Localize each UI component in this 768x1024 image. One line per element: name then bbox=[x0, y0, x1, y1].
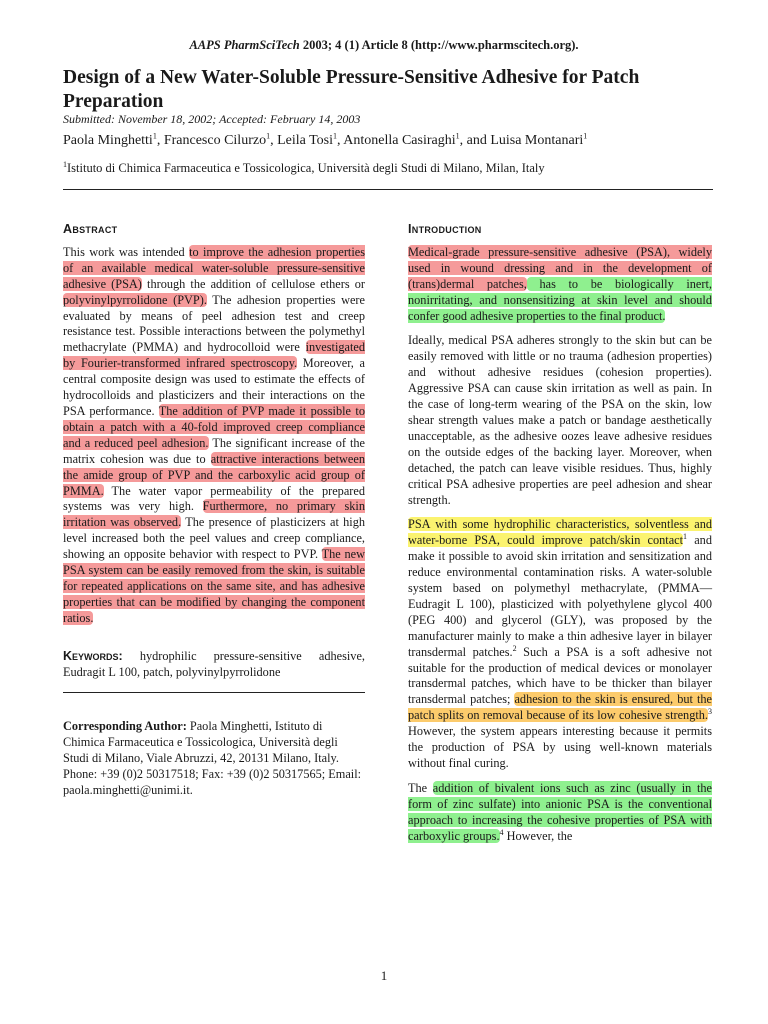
abstract-body bbox=[63, 245, 365, 627]
highlight-green: has to be biologically inert, nonirritating, and nonsensitizing at skin level and should confer good adhesive properties to the final product. bbox=[408, 276, 712, 323]
abstract-heading: Abstract bbox=[63, 222, 118, 236]
corresponding-author-label: Corresponding Author: bbox=[63, 719, 187, 734]
journal-reference: 2003; 4 (1) Article 8 (http://www.pharmscitech.org). bbox=[299, 38, 579, 52]
author-separator: , bbox=[337, 133, 344, 148]
corresponding-author-text: Paola Minghetti, Istituto di Chimica Farmaceutica e Tossicologica, Università degli Studi di Milano, Viale Abruzzi, 42, 20131 Milano, Italy. Phone: +39 (0)2 50317518; Fax: +39 (0)2 50317565; Email: paola.minghetti@unimi.it. bbox=[63, 719, 362, 798]
header-divider bbox=[63, 189, 713, 190]
author-name: Paola Minghetti bbox=[63, 133, 153, 148]
text-run: This work was intended bbox=[63, 244, 190, 259]
highlight-red: The new PSA system can be easily removed from the skin, is suitable for repeated applications on the same site, and has adhesive properties that can be modified by changing the component ratios. bbox=[63, 547, 365, 625]
author-name: Antonella Casiraghi bbox=[343, 133, 456, 148]
introduction-heading: Introduction bbox=[408, 222, 482, 236]
affiliation bbox=[63, 161, 723, 176]
highlight-red: The addition of PVP made it possible to obtain a patch with a 40-fold improved creep compliance and a reduced peel adhesion. bbox=[63, 403, 365, 450]
author-affiliation-sup: 1 bbox=[152, 131, 157, 141]
author-affiliation-sup: 1 bbox=[455, 131, 460, 141]
introduction-body bbox=[408, 245, 712, 845]
citation-sup: 1 bbox=[683, 532, 688, 542]
text-run: The presence of plasticizers at high level increased both the peel values and creep compliance, showing an opposite behavior with respect to PVP. bbox=[63, 515, 365, 562]
highlight-orange: adhesion to the skin is ensured, but the patch splits on removal because of its low cohesive strength. bbox=[408, 692, 712, 723]
submission-dates: Submitted: November 18, 2002; Accepted: February 14, 2003 bbox=[63, 112, 361, 126]
keywords-label: Keywords: bbox=[63, 648, 123, 663]
highlight-yellow: PSA with some hydrophilic characteristics, solventless and water-borne PSA, could improve patch/skin contact bbox=[408, 517, 712, 548]
affiliation-sup: 1 bbox=[63, 159, 67, 169]
author-affiliation-sup: 1 bbox=[266, 131, 271, 141]
corresponding-author bbox=[63, 719, 365, 799]
journal-header bbox=[0, 38, 768, 53]
author-name: Francesco Cilurzo bbox=[163, 133, 267, 148]
text-run: Such a PSA is a soft adhesive not suitable for the production of medical devices or monolayer transdermal patches, which have to be thicker than bilayer transdermal patches; bbox=[408, 644, 712, 707]
introduction-paragraph bbox=[408, 781, 712, 845]
author-affiliation-sup: 1 bbox=[333, 131, 337, 141]
journal-name: AAPS PharmSciTech bbox=[189, 38, 300, 52]
text-run: Ideally, medical PSA adheres strongly to the skin but can be easily removed with little or no trauma (adhesion properties) and without adhesive residues (cohesion properties). Aggressive PSA can cause skin irritation as well as pain. In the case of long-term wearing of the PSA on the skin, low shear strength values make a patch or bandage aesthetically unacceptable, as the adhesive oozes leave adhesive residues on the outside edges of the backing layer. Moreover, when detached, the patch can leave visible residues. Thus, highly critical PSA adhesive properties are peel adhesion and shear strength. bbox=[408, 333, 712, 507]
author-name: Luisa Montanari bbox=[490, 133, 584, 148]
affiliation-text: Istituto di Chimica Farmaceutica e Tossicologica, Università degli Studi di Milano, Milan, Italy bbox=[67, 161, 545, 175]
introduction-paragraph bbox=[408, 333, 712, 508]
author-affiliation-sup: 1 bbox=[583, 131, 588, 141]
author-separator: , bbox=[270, 133, 278, 148]
highlight-red: investigated by Fourier-transformed infrared spectroscopy. bbox=[63, 340, 365, 371]
text-run: The adhesion properties were evaluated by means of peel adhesion test and creep resistance test. Possible interactions between the polymethyl methacrylate (PMMA) and hydrocolloid were bbox=[63, 292, 365, 355]
author-name: Leila Tosi bbox=[277, 133, 333, 148]
citation-sup: 4 bbox=[499, 827, 504, 837]
keywords-divider bbox=[63, 692, 365, 693]
keywords-text: hydrophilic pressure-sensitive adhesive, Eudragit L 100, patch, polyvinylpyrrolidone bbox=[63, 648, 365, 679]
text-run: The significant increase of the matrix cohesion was due to bbox=[63, 435, 365, 466]
paper-title: Design of a New Water-Soluble Pressure-Sensitive Adhesive for Patch Preparation bbox=[63, 67, 640, 112]
text-run: However, the bbox=[503, 828, 573, 843]
text-run: The bbox=[408, 780, 433, 795]
author-separator: , bbox=[156, 133, 164, 148]
text-run: Moreover, a central composite design was used to estimate the effects of hydrocolloids and plasticizers and their interactions on the PSA performance. bbox=[63, 356, 365, 418]
right-column bbox=[408, 222, 712, 854]
author-separator: , and bbox=[459, 133, 491, 148]
citation-sup: 3 bbox=[708, 707, 712, 717]
text-run: and make it possible to avoid skin irritation and sensitization and reduce environmental contamination risks. A water-soluble system based on polymethyl methacrylate, (PMMA—Eudragit L 100), plasticized with polyethylene glycol 400 (PEG 400) and glycerol (GLY), was proposed by the manufacturer mainly to make a thin adhesive layer in bilayer transdermal patches. bbox=[408, 533, 712, 659]
citation-sup: 2 bbox=[512, 643, 517, 653]
text-run: However, the system appears interesting because it permits the production of PSA by using well-known materials without final curing. bbox=[408, 724, 712, 770]
text-run: The water vapor permeability of the prepared systems was very high. bbox=[63, 483, 365, 514]
highlight-red: to improve the adhesion properties of an available medical water-soluble pressure-sensitive adhesive (PSA) bbox=[63, 244, 365, 291]
text-run: through the addition of cellulose ethers or bbox=[141, 276, 365, 291]
highlight-red: attractive interactions between the amide group of PVP and the carboxylic acid group of PMMA. bbox=[63, 451, 365, 498]
introduction-paragraph bbox=[408, 517, 712, 772]
left-column bbox=[63, 222, 365, 808]
author-list bbox=[63, 133, 723, 149]
highlight-red: Medical-grade pressure-sensitive adhesive (PSA), widely used in wound dressing and in the development of (trans)dermal patches, bbox=[408, 244, 712, 291]
page-number: 1 bbox=[380, 968, 388, 983]
introduction-paragraph bbox=[408, 245, 712, 325]
highlight-red: polyvinylpyrrolidone (PVP). bbox=[63, 292, 207, 307]
highlight-green: addition of bivalent ions such as zinc (usually in the form of zinc sulfate) into anionic PSA is the conventional approach to increasing the cohesive properties of PSA with carboxylic groups. bbox=[408, 780, 712, 843]
highlight-red: Furthermore, no primary skin irritation was observed. bbox=[63, 499, 365, 530]
keywords bbox=[63, 649, 365, 681]
